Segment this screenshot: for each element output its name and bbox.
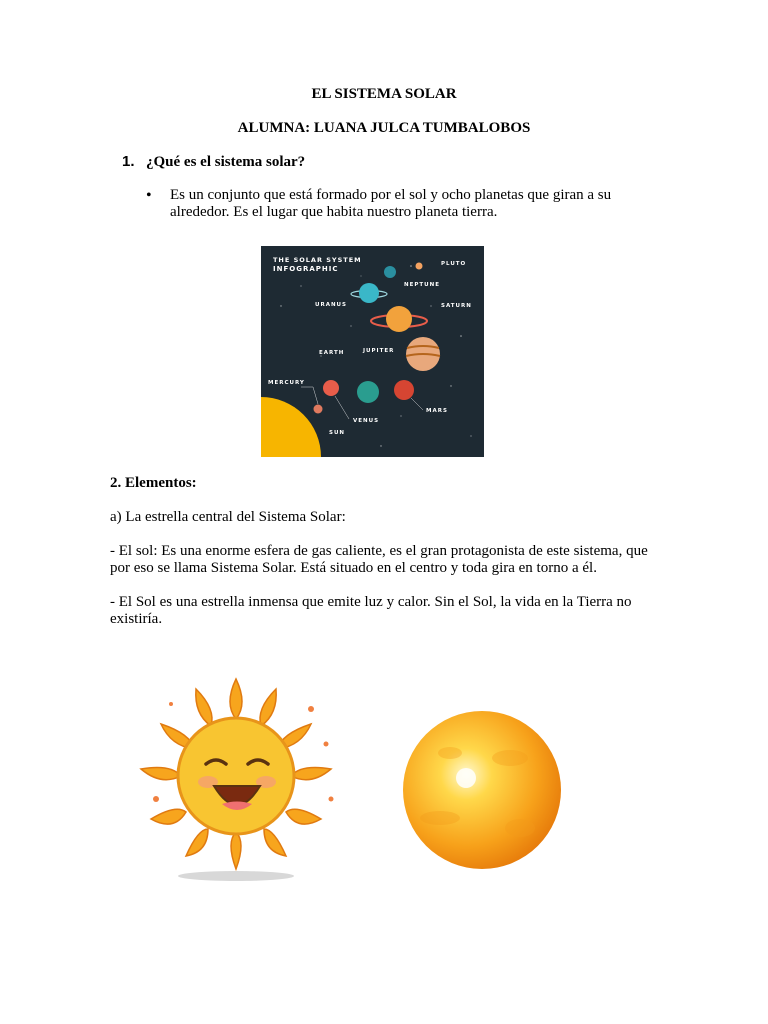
student-name: ALUMNA: LUANA JULCA TUMBALOBOS (237, 120, 531, 136)
label-earth: EARTH (319, 350, 345, 356)
solar-system-infographic (261, 246, 484, 457)
mercury-planet (314, 405, 323, 414)
question-text: ¿Qué es el sistema solar? (146, 154, 306, 170)
subsection-a: a) La estrella central del Sistema Solar: (110, 509, 346, 525)
sun-sphere (403, 711, 561, 869)
neptune-planet (384, 266, 396, 278)
question-number: 1. (122, 153, 135, 170)
venus-planet (323, 380, 339, 396)
saturn-planet (386, 306, 412, 332)
cartoon-sun-image (126, 664, 354, 886)
page-title: EL SISTEMA SOLAR (311, 86, 457, 102)
question-1 (122, 153, 305, 171)
mars-planet (394, 380, 414, 400)
infographic-subtitle: INFOGRAPHIC (273, 265, 339, 273)
uranus-planet (359, 283, 379, 303)
paragraph-sun-1: - El sol: Es una enorme esfera de gas caliente, es el gran protagonista de este sistema, que por eso se llama Sistema Solar. Está situado en el centro y toda gira en torno a él. (110, 543, 648, 576)
earth-planet (357, 381, 379, 403)
label-sun: SUN (329, 430, 346, 436)
label-neptune: NEPTUNE (404, 282, 440, 288)
infographic-title: THE SOLAR SYSTEM (273, 256, 362, 264)
pluto-planet (416, 263, 423, 270)
label-mars: MARS (426, 408, 448, 414)
label-jupiter: JUPITER (363, 348, 395, 354)
section-2-heading: 2. Elementos: (110, 475, 197, 491)
label-venus: VENUS (353, 418, 380, 424)
label-saturn: SATURN (441, 303, 472, 309)
answer-text: Es un conjunto que está formado por el sol y ocho planetas que giran a su alrededor. Es el lugar que habita nuestro planeta tierra. (170, 187, 612, 220)
bullet-symbol: • (146, 187, 152, 204)
label-mercury: MERCURY (268, 380, 305, 386)
realistic-sun-image (400, 708, 564, 872)
label-uranus: URANUS (315, 302, 347, 308)
sun-flare (456, 768, 476, 788)
paragraph-sun-2: - El Sol es una estrella inmensa que emite luz y calor. Sin el Sol, la vida en la Tierra no existiría. (110, 594, 632, 627)
sun-face (178, 718, 294, 834)
label-pluto: PLUTO (441, 261, 467, 267)
